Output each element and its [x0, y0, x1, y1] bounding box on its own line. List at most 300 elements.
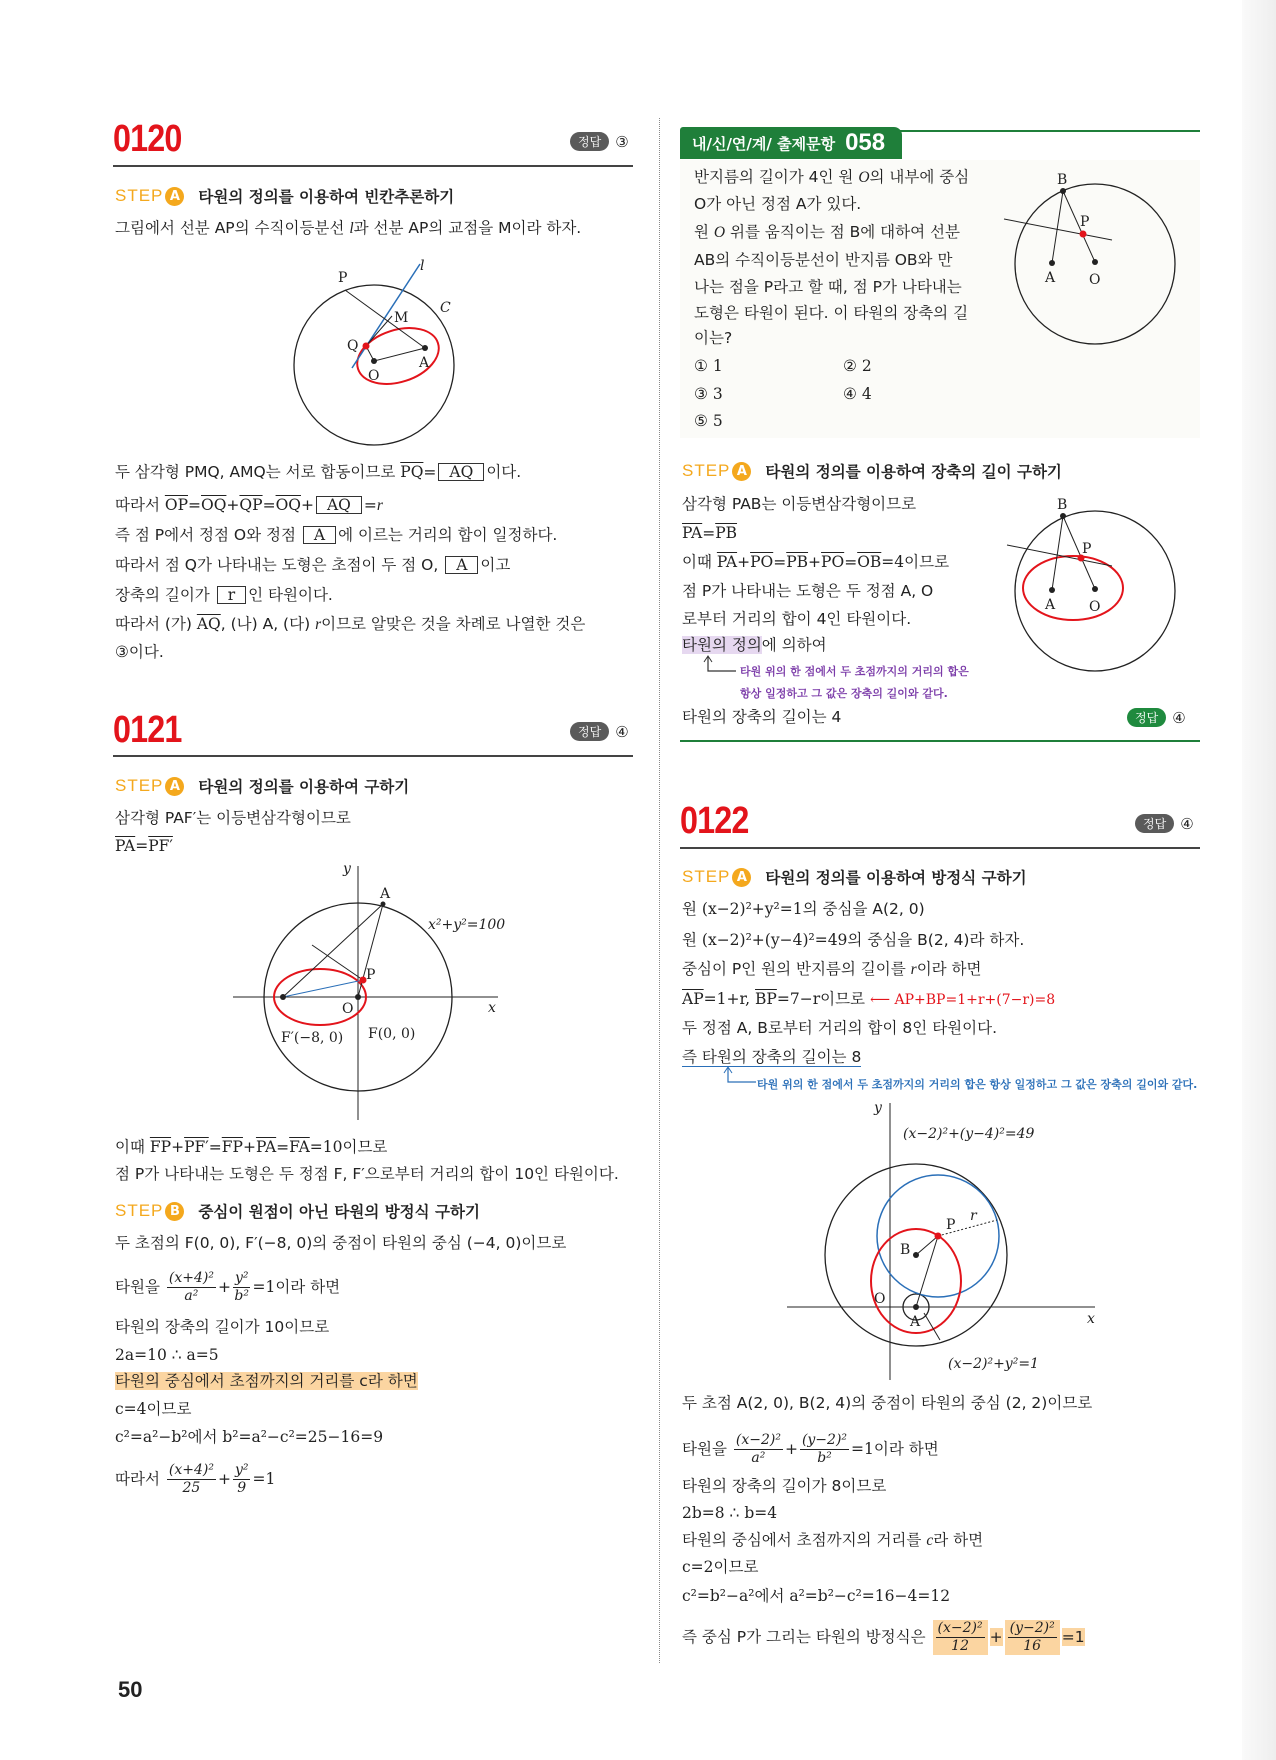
step-title: 중심이 원점이 아닌 타원의 방정식 구하기	[198, 1203, 480, 1221]
text-segment: 삼각형 PAB는 이등변삼각형이므로	[682, 495, 917, 513]
page-edge	[1242, 0, 1276, 1760]
divider	[680, 847, 1200, 849]
answer-value: ④	[615, 722, 629, 741]
label-y: y	[874, 1100, 882, 1116]
segment-symbol: $\overline{PA}$	[716, 553, 738, 571]
answer-value: ④	[1172, 708, 1186, 727]
label-x: x	[488, 1000, 496, 1016]
text-segment: 이므로	[342, 1138, 388, 1156]
text-line	[682, 522, 737, 544]
text-segment: 이는?	[694, 329, 733, 347]
choice-1[interactable]: ① 1	[694, 357, 723, 375]
text-line	[115, 461, 521, 483]
text-line	[115, 1270, 340, 1305]
answer-value: ④	[1180, 814, 1194, 833]
text-line	[682, 608, 911, 630]
math-segment: =7−r	[776, 990, 821, 1008]
text-line	[115, 554, 510, 576]
text-segment: 로부터 거리의 합이 4인 타원이다.	[682, 610, 912, 628]
text-segment: 점 P가 나타내는 도형은 두 정점 F, F′으로부터 거리의 합이 10인 타원이다.	[115, 1165, 619, 1183]
label-f-prime: F′(−8, 0)	[281, 1030, 344, 1046]
blank-box: AQ	[438, 463, 484, 481]
segment-symbol: $\overline{BP}$	[755, 990, 777, 1008]
fraction	[167, 1270, 216, 1305]
note-line: 타원 위의 한 점에서 두 초점까지의 거리의 합은 항상 일정하고 그 값은 장축의 길이와 같다.	[757, 1078, 1198, 1091]
numerator: y²	[234, 1270, 249, 1286]
point-a	[381, 902, 386, 907]
diagram-0121	[220, 855, 520, 1125]
text-segment: =	[773, 553, 787, 571]
text-segment: 원	[682, 900, 702, 918]
point-p	[1080, 231, 1087, 238]
denominator: b²	[817, 1450, 832, 1466]
point-f	[355, 994, 361, 1000]
text-line	[115, 807, 351, 829]
segment-symbol: $\overline{OQ}$	[201, 496, 227, 514]
diagram-0122	[780, 1095, 1110, 1385]
text-segment: 위를 움직이는 점 B에 대하여 선분	[725, 223, 960, 241]
text-segment: 도형은 타원이 된다. 이 타원의 장축의 길	[694, 304, 969, 322]
text-segment: 중심이 P인 원의 반지름의 길이를	[682, 960, 911, 978]
blank-box: r	[217, 586, 246, 604]
text-line	[682, 958, 982, 981]
step-heading	[115, 185, 454, 207]
fraction	[233, 1462, 251, 1497]
denominator: b²	[234, 1288, 249, 1304]
segment-symbol: $\overline{OP}$	[164, 496, 188, 514]
answer-badge: 정답	[570, 132, 609, 151]
math-segment: c	[926, 1532, 934, 1549]
math-segment: b²=a²−c²=25−16=9	[222, 1428, 384, 1446]
text-line	[682, 929, 1024, 951]
text-line	[115, 641, 164, 663]
text-segment: 나는 점을 P라고 할 때, 점 P가 나타내는	[694, 278, 962, 296]
math-segment: O	[858, 169, 870, 186]
math-segment: 2a=10 ∴ a=5	[115, 1346, 219, 1364]
header-label: 내/신/연/계/ 출제문항	[692, 134, 836, 153]
text-segment: +	[300, 496, 314, 514]
label-p: P	[1082, 541, 1092, 557]
text-segment: 즉 중심 P가 그리는 타원의 방정식은	[682, 1628, 931, 1646]
segment-symbol: PF′	[148, 837, 173, 855]
text-line	[115, 1344, 219, 1366]
denominator: 25	[182, 1480, 201, 1496]
label-o: O	[368, 368, 380, 384]
step-word: STEP	[115, 1201, 164, 1220]
segment-ab	[1052, 516, 1063, 590]
text-segment: +	[784, 1440, 798, 1458]
math-segment: +	[989, 1628, 1003, 1646]
text-segment: 에서	[754, 1587, 790, 1605]
text-segment: 장축의 길이가	[115, 586, 215, 604]
text-line	[115, 1426, 383, 1448]
segment-symbol: $\overline{PB}$	[786, 553, 809, 571]
text-segment: =	[208, 1138, 222, 1156]
answer-0121	[570, 722, 629, 741]
diagram-solution	[1000, 490, 1190, 685]
step-letter: A	[165, 777, 184, 796]
page-number: 50	[118, 1677, 143, 1702]
label-m: M	[394, 310, 409, 326]
segment-symbol: $\overline{QP}$	[239, 496, 263, 514]
text-segment: AB의 수직이등분선이 반지름 OB와 만	[694, 251, 953, 269]
point-q	[363, 343, 370, 350]
segment-symbol: $\overline{AP}$	[682, 990, 704, 1008]
point-a	[913, 1304, 919, 1310]
choice-2[interactable]: ② 2	[843, 357, 872, 375]
label-f: F(0, 0)	[368, 1026, 416, 1042]
text-line	[115, 584, 333, 606]
text-segment: 이므로	[713, 1558, 759, 1576]
text-line	[682, 634, 827, 656]
text-segment: 두 초점의 F(0, 0), F′(−8, 0)의 중점이 타원의 중심 (−4, 0)이므로	[115, 1234, 567, 1252]
numerator: (x+4)²	[168, 1270, 214, 1286]
numerator: (x+4)²	[168, 1462, 214, 1478]
note-line: 타원 위의 한 점에서 두 초점까지의 거리의 합은	[740, 665, 969, 678]
text-segment: 이다.	[486, 463, 522, 481]
text-line	[694, 327, 732, 349]
text-segment: 따라서	[115, 496, 165, 514]
text-segment: 의 중심을 B(2, 4)라 하자.	[847, 931, 1025, 949]
choice-5[interactable]: ⑤ 5	[694, 412, 723, 430]
choice-3[interactable]: ③ 3	[694, 385, 723, 403]
text-segment: +	[242, 1138, 256, 1156]
text-segment: 이라 하면	[873, 1440, 939, 1458]
text-segment: +	[737, 553, 751, 571]
math-segment: c²=a²−b²	[115, 1428, 188, 1446]
point-a	[1049, 587, 1055, 593]
segment-symbol: $\overline{FP}$	[221, 1138, 243, 1156]
segment-symbol: $\overline{PA}$	[682, 524, 703, 542]
math-segment: =1	[252, 1470, 276, 1488]
math-segment: O	[713, 224, 726, 241]
math-segment: r	[315, 616, 322, 633]
text-segment: 의 중심을 A(2, 0)	[802, 900, 925, 918]
math-segment: c=2	[682, 1558, 714, 1576]
text-segment: 에 이르는 거리의 합이 일정하다.	[338, 526, 558, 544]
divider	[680, 740, 1200, 742]
text-line	[115, 217, 581, 240]
answer-badge: 정답	[1135, 814, 1174, 833]
text-segment: 타원의 장축의 길이가 8이므로	[682, 1477, 887, 1495]
segment-symbol: $\overline{PO}$	[821, 553, 845, 571]
text-line	[682, 580, 933, 602]
text-segment: 라 하면	[933, 1531, 984, 1549]
text-line	[694, 249, 952, 271]
label-c: C	[440, 300, 451, 316]
text-line	[115, 1462, 275, 1497]
text-line	[115, 494, 383, 517]
denominator: 16	[1023, 1638, 1042, 1654]
label-a: A	[910, 1314, 921, 1330]
text-segment: =	[702, 524, 716, 542]
text-segment: 에 의하여	[761, 636, 827, 654]
text-segment: O가 아닌 정점 A가 있다.	[694, 195, 862, 213]
label-b: B	[900, 1242, 911, 1258]
text-line	[694, 302, 968, 324]
text-segment: 그림에서 선분 AP의 수직이등분선	[115, 219, 350, 237]
fraction	[167, 1462, 216, 1497]
text-segment: 과 선분 AP의 교점을 M이라 하자.	[353, 219, 582, 237]
text-segment: , (나) A, (다)	[220, 615, 316, 633]
step-heading	[115, 1200, 480, 1222]
segment-symbol: $\overline{PA}$	[115, 837, 136, 855]
final-answer-text: 타원의 장축의 길이는 4	[682, 708, 842, 726]
text-segment: 반지름의 길이가 4인 원	[694, 168, 859, 186]
blank-box: A	[445, 556, 478, 574]
text-segment: +	[171, 1138, 185, 1156]
math-segment: l	[349, 220, 354, 237]
problem-number-0122: 0122	[680, 800, 749, 842]
text-segment: +	[808, 553, 822, 571]
diagram-problem	[1000, 165, 1190, 355]
fraction	[734, 1432, 783, 1467]
answer-linked	[1127, 708, 1186, 727]
text-line	[694, 221, 960, 244]
fraction	[1005, 1620, 1060, 1655]
label-p: P	[338, 270, 348, 286]
text-segment: 두 초점 A(2, 0), B(2, 4)의 중점이 타원의 중심 (2, 2)이므로	[682, 1394, 1093, 1412]
text-segment: 이므로	[820, 990, 870, 1008]
text-segment: 이고	[480, 556, 511, 574]
step-letter: A	[165, 187, 184, 206]
text-line	[694, 166, 969, 189]
label-q: Q	[347, 338, 359, 354]
math-segment: 타원의 중심에서 초점까지의 거리를 c라 하면	[115, 1372, 418, 1390]
point-a	[422, 345, 428, 351]
point-a	[1049, 260, 1055, 266]
label-b: B	[1057, 172, 1068, 188]
segment-fpp	[283, 980, 363, 997]
text-segment: 타원의 중심에서 초점까지의 거리를	[682, 1531, 927, 1549]
text-line	[682, 1432, 939, 1467]
step-word: STEP	[115, 776, 164, 795]
text-segment: ③이다.	[115, 643, 164, 661]
math-segment: =10	[309, 1138, 343, 1156]
label-circle-eq: x²+y²=100	[428, 917, 506, 933]
text-segment: 의 내부에 중심	[869, 168, 970, 186]
label-p: P	[1080, 214, 1090, 230]
segment-symbol: PF′	[184, 1138, 209, 1156]
label-p: P	[366, 967, 376, 983]
segment-symbol: $\overline{AQ}$	[196, 615, 221, 633]
step-heading	[682, 866, 1027, 888]
text-segment: =	[188, 496, 201, 514]
text-segment: 에서	[187, 1428, 223, 1446]
numerator: y²	[234, 1462, 249, 1478]
label-o: O	[1089, 599, 1101, 615]
text-line	[682, 1046, 861, 1068]
text-line	[682, 1502, 777, 1524]
linked-problem-header	[680, 127, 902, 159]
text-segment: =	[844, 553, 858, 571]
text-segment: 즉 점 P에서 정점 O와 정점	[115, 526, 301, 544]
math-segment: 즉 타원의 장축의 길이는 8	[682, 1048, 862, 1066]
label-y: y	[343, 861, 351, 877]
label-a: A	[1045, 270, 1056, 286]
denominator: 9	[237, 1480, 247, 1496]
segment-symbol: $\overline{PA}$	[255, 1138, 277, 1156]
text-segment: 따라서	[115, 1470, 165, 1488]
text-line	[115, 1136, 387, 1158]
point-o	[1092, 586, 1098, 592]
text-line	[682, 493, 916, 515]
text-line	[115, 524, 557, 546]
text-segment: +	[217, 1470, 231, 1488]
denominator: 12	[951, 1638, 969, 1654]
text-segment: 타원을	[115, 1278, 165, 1296]
divider	[113, 755, 633, 757]
denominator: a²	[751, 1450, 766, 1466]
label-o: O	[342, 1001, 354, 1017]
text-segment: 이때	[115, 1138, 150, 1156]
blank-box: A	[303, 526, 336, 544]
text-segment: 이때	[682, 553, 717, 571]
segment-symbol: $\overline{FP}$	[149, 1138, 172, 1156]
text-segment: 이라 하면	[916, 960, 982, 978]
text-line	[682, 1392, 1092, 1414]
text-segment: 타원의 장축의 길이가 10이므로	[115, 1318, 330, 1336]
label-o: O	[1089, 272, 1101, 288]
fraction	[800, 1432, 849, 1467]
point-o	[1092, 259, 1098, 265]
answer-badge: 정답	[1127, 708, 1166, 727]
text-segment: 이라 하면	[275, 1278, 341, 1296]
text-segment: 이므로 알맞은 것을 차례로 나열한 것은	[321, 615, 586, 633]
text-line	[694, 276, 962, 298]
step-heading	[115, 775, 409, 797]
column-divider	[659, 118, 660, 1663]
choice-4[interactable]: ④ 4	[843, 385, 872, 403]
segment-symbol: $\overline{PQ}$	[400, 463, 424, 481]
math-segment: c²=b²−a²	[682, 1587, 755, 1605]
text-segment: 원	[682, 931, 702, 949]
math-segment: (x−2)²+(y−4)²=49	[701, 931, 848, 949]
label-a: A	[419, 355, 430, 371]
segment-symbol: $\overline{FA}$	[289, 1138, 310, 1156]
math-segment: =1	[252, 1278, 276, 1296]
label-l: l	[420, 258, 425, 274]
text-segment: =	[423, 463, 437, 481]
point-b	[913, 1252, 919, 1258]
segment-ob	[1063, 191, 1095, 262]
text-segment: 점 P가 나타내는 도형은 두 정점 A, O	[682, 582, 934, 600]
diagram-0120	[280, 252, 480, 447]
math-segment: r	[910, 961, 917, 978]
text-line	[115, 1163, 619, 1185]
text-line	[682, 1475, 886, 1497]
note-line: 항상 일정하고 그 값은 장축의 길이와 같다.	[740, 687, 948, 700]
math-segment: (x−2)²+y²=1	[701, 900, 803, 918]
step-word: STEP	[682, 867, 731, 886]
header-number: 058	[845, 129, 886, 156]
step-letter: A	[732, 462, 751, 481]
math-segment: =1	[1061, 1628, 1085, 1646]
point-o	[371, 358, 377, 364]
text-line	[682, 1556, 758, 1578]
math-segment: =	[135, 837, 149, 855]
text-segment: =	[276, 1138, 290, 1156]
segment-symbol: $\overline{OB}$	[857, 553, 882, 571]
fraction	[233, 1270, 251, 1305]
numerator: (x−2)²	[937, 1620, 983, 1636]
segment-symbol: $\overline{PO}$	[750, 553, 774, 571]
blank-box: AQ	[316, 496, 362, 514]
math-segment: r	[376, 497, 383, 514]
text-line	[682, 988, 1055, 1011]
text-segment: +	[217, 1278, 231, 1296]
text-line	[694, 193, 861, 215]
label-a: A	[1045, 597, 1056, 613]
math-segment: 타원의 정의	[682, 636, 762, 654]
segment-fpa	[283, 904, 383, 997]
text-line	[682, 1585, 950, 1607]
text-segment: 따라서 (가)	[115, 615, 197, 633]
divider	[113, 165, 633, 167]
step-letter: B	[165, 1202, 184, 1221]
answer-badge: 정답	[570, 722, 609, 741]
label-p: P	[946, 1217, 956, 1233]
point-b	[1060, 513, 1066, 519]
math-segment: =1	[851, 1440, 874, 1458]
text-line	[682, 898, 925, 920]
text-line	[115, 613, 585, 636]
segment-oa	[374, 348, 425, 361]
text-segment: 두 정점 A, B로부터 거리의 합이 8인 타원이다.	[682, 1019, 998, 1037]
denominator: a²	[184, 1288, 199, 1304]
text-segment: +	[226, 496, 240, 514]
text-segment: =	[363, 496, 377, 514]
step-word: STEP	[115, 186, 164, 205]
header-rule	[900, 130, 1200, 132]
ellipse	[350, 318, 446, 393]
label-o: O	[874, 1291, 886, 1307]
math-segment: a²=b²−c²=16−4=12	[789, 1587, 951, 1605]
text-line	[115, 1232, 566, 1254]
text-line	[115, 1370, 418, 1392]
step-title: 타원의 정의를 이용하여 장축의 길이 구하기	[765, 463, 1062, 481]
text-line	[682, 1620, 1085, 1655]
text-line	[682, 1529, 983, 1552]
answer-value: ③	[615, 132, 629, 151]
problem-number-0121: 0121	[113, 709, 182, 751]
point-p	[935, 1233, 942, 1240]
text-segment: 원	[694, 223, 714, 241]
text-segment: 이므로	[146, 1400, 192, 1418]
text-line	[115, 835, 173, 857]
label-big-circle-eq: (x−2)²+(y−4)²=49	[903, 1126, 1035, 1142]
math-segment: =4	[881, 553, 905, 571]
label-b: B	[1057, 497, 1068, 513]
numerator: (x−2)²	[735, 1432, 781, 1448]
text-segment: 따라서 점 Q가 나타내는 도형은 초점이 두 점 O,	[115, 556, 444, 574]
note-arrow-icon	[700, 655, 740, 685]
text-line	[682, 551, 949, 573]
step-title: 타원의 정의를 이용하여 구하기	[198, 778, 410, 796]
text-segment: 삼각형 PAF′는 이등변삼각형이므로	[115, 809, 351, 827]
math-segment: 2b=8 ∴ b=4	[682, 1504, 778, 1522]
point-b	[1060, 188, 1066, 194]
segment-symbol: $\overline{PB}$	[715, 524, 738, 542]
text-segment: 인 타원이다.	[248, 586, 333, 604]
numerator: (y−2)²	[1009, 1620, 1055, 1636]
text-line	[115, 1316, 329, 1338]
step-title: 타원의 정의를 이용하여 빈칸추론하기	[198, 188, 455, 206]
label-x: x	[1087, 1311, 1095, 1327]
point-fp	[280, 994, 286, 1000]
math-segment: c=4	[115, 1400, 147, 1418]
text-line	[115, 1398, 191, 1420]
